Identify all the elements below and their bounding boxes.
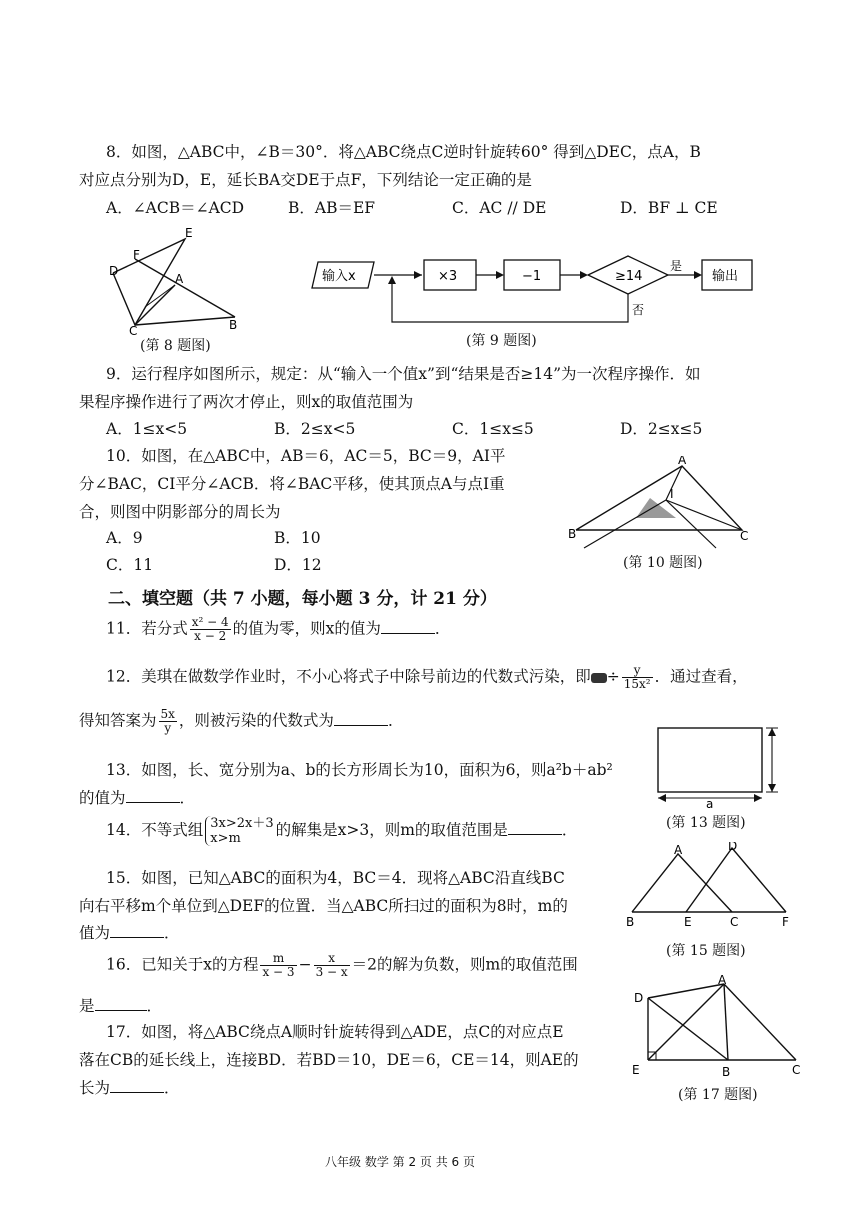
q9-option-d: D．2≤x≤5 — [620, 420, 703, 438]
q13-label-a: a — [706, 797, 714, 808]
q15-label-d: D — [728, 842, 738, 853]
q8-option-d: D．BF ⊥ CE — [620, 199, 718, 217]
figure-q10 — [566, 456, 756, 552]
figure-q8 — [105, 225, 245, 335]
q15-label-f: F — [782, 915, 789, 928]
q17-line3: 长为 ． — [79, 1079, 180, 1097]
q8-label-c: C — [129, 324, 138, 335]
q17-line1: 17．如图，将△ABC绕点A顺时针旋转得到△ADE，点C的对应点E — [106, 1023, 564, 1041]
q9-option-c: C．1≤x≤5 — [452, 420, 534, 438]
q13-caption: (第 13 题图) — [666, 815, 746, 831]
q8-caption: (第 8 题图) — [140, 338, 211, 354]
smudge — [591, 673, 607, 683]
q12-line2: 得知答案为 $\frac{5x}{y}$ ，则被污染的代数式为 ． — [79, 707, 404, 735]
q8-label-b: B — [229, 318, 238, 332]
q9-option-b: B．2≤x<5 — [274, 420, 356, 438]
q15-label-b: B — [626, 915, 635, 928]
q10-option-b: B．10 — [274, 529, 321, 547]
q13-line1: 13．如图，长、宽分别为a、b的长方形周长为10，面积为6，则a²b＋ab² — [106, 761, 613, 779]
q10-caption: (第 10 题图) — [623, 555, 703, 571]
q15-line3: 值为 ． — [79, 924, 180, 942]
q10-label-c: C — [740, 529, 749, 543]
q15-label-a: A — [674, 843, 683, 857]
q10-label-i: I — [670, 487, 674, 501]
flow-times3: ×3 — [438, 269, 458, 284]
q12-line1: 12．美琪在做数学作业时，不小心将式子中除号前边的代数式污染，即 ÷ $\frac{y}{\text{15x²}}$ ．通过查看， — [106, 663, 748, 691]
q9-option-a: A．1≤x<5 — [106, 420, 188, 438]
q10-option-c: C．11 — [106, 556, 154, 574]
q8-label-f: F — [133, 248, 140, 262]
q17-label-e: E — [632, 1063, 640, 1077]
q9-caption: (第 9 题图) — [466, 333, 537, 349]
q10-line2: 分∠BAC，CI平分∠ACB．将∠BAC平移，使其顶点A与点I重 — [79, 475, 505, 493]
q10-option-a: A．9 — [106, 529, 143, 547]
q10-line1: 10．如图，在△ABC中，AB＝6，AC＝5，BC＝9，AI平 — [106, 447, 506, 465]
q14: 14．不等式组 3x>2x＋3 x>m 的解集是x>3，则m的取值范围是 ． — [106, 816, 578, 846]
q9-line1: 9．运行程序如图所示，规定：从“输入一个值x”到“结果是否≥14”为一次程序操作．如 — [106, 365, 701, 383]
q8-line1: 8．如图，△ABC中，∠B＝30°．将△ABC绕点C逆时针旋转60° 得到△DEC，点A，B — [106, 143, 701, 161]
q8-option-b: B．AB＝EF — [288, 199, 376, 217]
section-2-heading: 二、填空题（共 7 小题，每小题 3 分，计 21 分） — [108, 589, 497, 609]
q10-option-d: D．12 — [274, 556, 322, 574]
q8-label-e: E — [185, 226, 193, 240]
q17-line2: 落在CB的延长线上，连接BD．若BD＝10，DE＝6，CE＝14，则AE的 — [79, 1051, 579, 1069]
q17-caption: (第 17 题图) — [678, 1087, 758, 1103]
page-footer: 八年级 数学 第 2 页 共 6 页 — [325, 1155, 475, 1169]
q14-system: 3x>2x＋3 x>m — [205, 816, 273, 846]
q15-caption: (第 15 题图) — [666, 943, 746, 959]
q17-label-c: C — [792, 1063, 801, 1077]
q16-line1: 16．已知关于x的方程 $\frac{m}{x - 3}$ − $\frac{x}{3 - x}$ ＝2的解为负数，则m的取值范围 — [106, 951, 578, 979]
figure-q17 — [628, 974, 804, 1080]
q11-fraction: $\frac{\text{x² − 4}}{x - 2}$ — [191, 615, 229, 643]
q15-line2: 向右平移m个单位到△DEF的位置．当△ABC所扫过的面积为8时，m的 — [79, 897, 568, 915]
q8-option-a: A．∠ACB＝∠ACD — [106, 199, 245, 217]
flow-input: 输入x — [322, 269, 356, 284]
flow-output: 输出 — [712, 269, 739, 284]
q10-label-a: A — [678, 456, 687, 467]
q15-line1: 15．如图，已知△ABC的面积为4，BC＝4．现将△ABC沿直线BC — [106, 869, 565, 887]
q10-label-b: B — [568, 527, 577, 541]
figure-q9-flowchart — [310, 250, 770, 330]
q8-line2: 对应点分别为D，E，延长BA交DE于点F，下列结论一定正确的是 — [79, 171, 532, 189]
figure-q15 — [620, 842, 800, 928]
q17-label-a: A — [718, 974, 727, 987]
q9-line2: 果程序操作进行了两次才停止，则x的取值范围为 — [79, 393, 414, 411]
q15-label-c: C — [730, 915, 739, 928]
q15-label-e: E — [684, 915, 692, 928]
q17-label-d: D — [634, 991, 644, 1005]
flow-condition: ≥14 — [615, 269, 643, 284]
q11: 11．若分式 $\frac{\text{x² − 4}}{x - 2}$ 的值为零，则x的值为 ． — [106, 615, 451, 643]
q17-label-b: B — [722, 1065, 731, 1079]
q8-label-d: D — [109, 264, 119, 278]
q10-line3: 合，则图中阴影部分的周长为 — [79, 503, 281, 521]
flow-minus1: −1 — [522, 269, 542, 284]
q8-label-a: A — [175, 272, 184, 286]
flow-no: 否 — [632, 303, 645, 317]
q16-line2: 是 ． — [79, 997, 163, 1015]
q13-line2: 的值为 ． — [79, 789, 196, 807]
q8-option-c: C．AC // DE — [452, 199, 547, 217]
flow-yes: 是 — [670, 259, 683, 273]
figure-q13 — [650, 722, 790, 808]
